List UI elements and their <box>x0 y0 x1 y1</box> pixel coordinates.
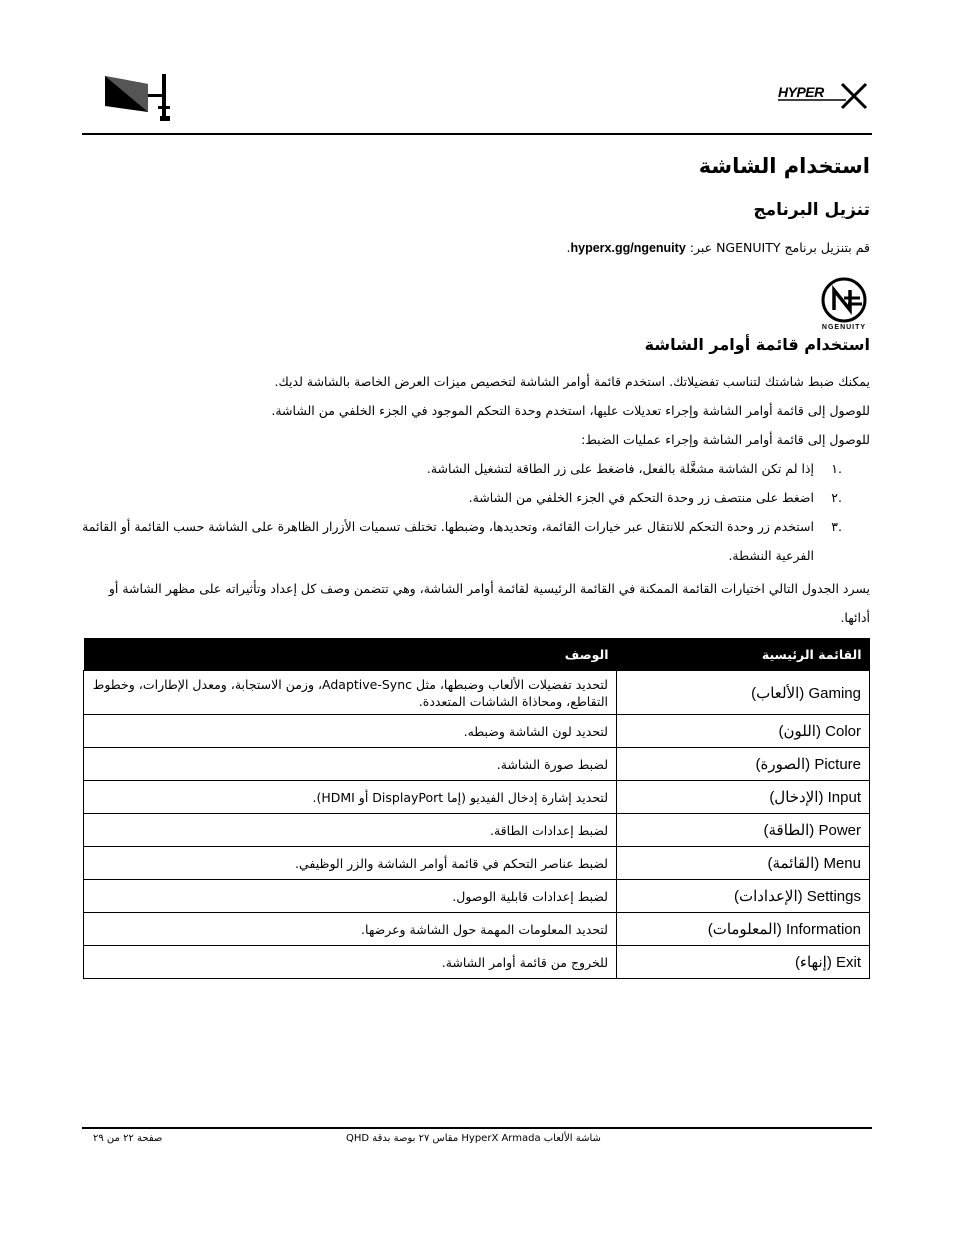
download-url-link[interactable]: hyperx.gg/ngenuity <box>570 241 686 255</box>
step-number: .٢ <box>831 490 842 505</box>
table-row <box>84 913 870 946</box>
table-cell-main: Exit (إنهاء) <box>617 946 870 979</box>
step-text: اضغط على منتصف زر وحدة التحكم في الجزء الخلفي من الشاشة. <box>468 490 814 505</box>
footer-product-name: شاشة الألعاب HyperX Armada مقاس ٢٧ بوصة بدقة QHD <box>346 1133 601 1144</box>
list-item <box>80 454 870 483</box>
table-cell-main: Color (اللون) <box>617 715 870 748</box>
table-cell-main: Menu (القائمة) <box>617 847 870 880</box>
step-number: .١ <box>831 461 842 476</box>
table-cell-description: لتحديد إشارة إدخال الفيديو (إما DisplayPort أو HDMI). <box>84 781 617 814</box>
svg-text:HYPER: HYPER <box>778 84 824 100</box>
table-cell-description: لتحديد تفضيلات الألعاب وضبطها، مثل Adaptive-Sync، وزمن الاستجابة، ومعدل الإطارات، وخطوط التقاطع، ومحاذاة الشاشات المتعددة. <box>84 671 617 715</box>
page-title: استخدام الشاشة <box>698 154 870 178</box>
footer-page-number: صفحة ٢٢ من ٢٩ <box>93 1133 163 1144</box>
download-instruction <box>80 233 870 263</box>
table-cell-main: Input (الإدخال) <box>617 781 870 814</box>
paragraph-intro: يمكنك ضبط شاشتك لتناسب تفضيلاتك. استخدم قائمة أوامر الشاشة لتخصيص ميزات العرض الخاصة بالشاشة لديك. <box>274 374 870 389</box>
step-number: .٣ <box>831 519 842 534</box>
download-period: . <box>566 240 571 255</box>
table-cell-description: لتحديد المعلومات المهمة حول الشاشة وعرضها. <box>84 913 617 946</box>
paragraph-table-intro: يسرد الجدول التالي اختيارات القائمة الممكنة في القائمة الرئيسية لقائمة أوامر الشاشة، وهي تتضمن وصف كل إعداد وتأثيراته على مظهر الشاشة أو أدائها. <box>108 581 870 625</box>
table-cell-description: لضبط صورة الشاشة. <box>84 748 617 781</box>
table-cell-main: Power (الطاقة) <box>617 814 870 847</box>
table-row <box>84 847 870 880</box>
table-cell-main: Information (المعلومات) <box>617 913 870 946</box>
table-cell-main: Settings (الإعدادات) <box>617 880 870 913</box>
step-text: استخدم زر وحدة التحكم للانتقال عبر خيارات القائمة، وتحديدها، وضبطها. تختلف تسميات الأزرار الظاهرة على الشاشة حسب القائمة أو القائمة الفرعية النشطة. <box>82 519 814 563</box>
footer-divider <box>82 1127 872 1129</box>
table-header-description: الوصف <box>84 638 617 671</box>
table-row <box>84 748 870 781</box>
table-cell-main: Picture (الصورة) <box>617 748 870 781</box>
table-cell-description: للخروج من قائمة أوامر الشاشة. <box>84 946 617 979</box>
table-header-row <box>84 638 870 671</box>
ngenuity-logo-icon <box>818 276 870 336</box>
table-header-main: القائمة الرئيسية <box>617 638 870 671</box>
table-row <box>84 715 870 748</box>
list-item <box>80 483 870 512</box>
section-heading-download: تنزيل البرنامج <box>753 200 870 220</box>
section-heading-osd: استخدام قائمة أوامر الشاشة <box>644 335 870 354</box>
paragraph-access: للوصول إلى قائمة أوامر الشاشة وإجراء تعديلات عليها، استخدم وحدة التحكم الموجود في الجزء الخلفي من الشاشة. <box>271 403 870 418</box>
table-cell-description: لتحديد لون الشاشة وضبطه. <box>84 715 617 748</box>
table-cell-description: لضبط إعدادات الطاقة. <box>84 814 617 847</box>
table-row <box>84 814 870 847</box>
step-text: إذا لم تكن الشاشة مشغَّلة بالفعل، فاضغط على زر الطاقة لتشغيل الشاشة. <box>426 461 814 476</box>
hyperx-logo-icon <box>776 78 872 112</box>
download-text: قم بتنزيل برنامج NGENUITY عبر: <box>685 240 870 255</box>
table-row <box>84 671 870 715</box>
ngenuity-logo-caption: NGENUITY <box>821 324 867 331</box>
header-divider <box>82 133 872 135</box>
table-row <box>84 880 870 913</box>
paragraph-steps-intro: للوصول إلى قائمة أوامر الشاشة وإجراء عمليات الضبط: <box>581 432 870 447</box>
table-row <box>84 781 870 814</box>
monitor-arm-icon <box>100 70 180 124</box>
table-row <box>84 946 870 979</box>
list-item <box>80 512 870 570</box>
table-cell-description: لضبط عناصر التحكم في قائمة أوامر الشاشة والزر الوظيفي. <box>84 847 617 880</box>
table-cell-description: لضبط إعدادات قابلية الوصول. <box>84 880 617 913</box>
osd-menu-table <box>83 638 870 979</box>
steps-list <box>80 454 870 570</box>
table-cell-main: Gaming (الألعاب) <box>617 671 870 715</box>
